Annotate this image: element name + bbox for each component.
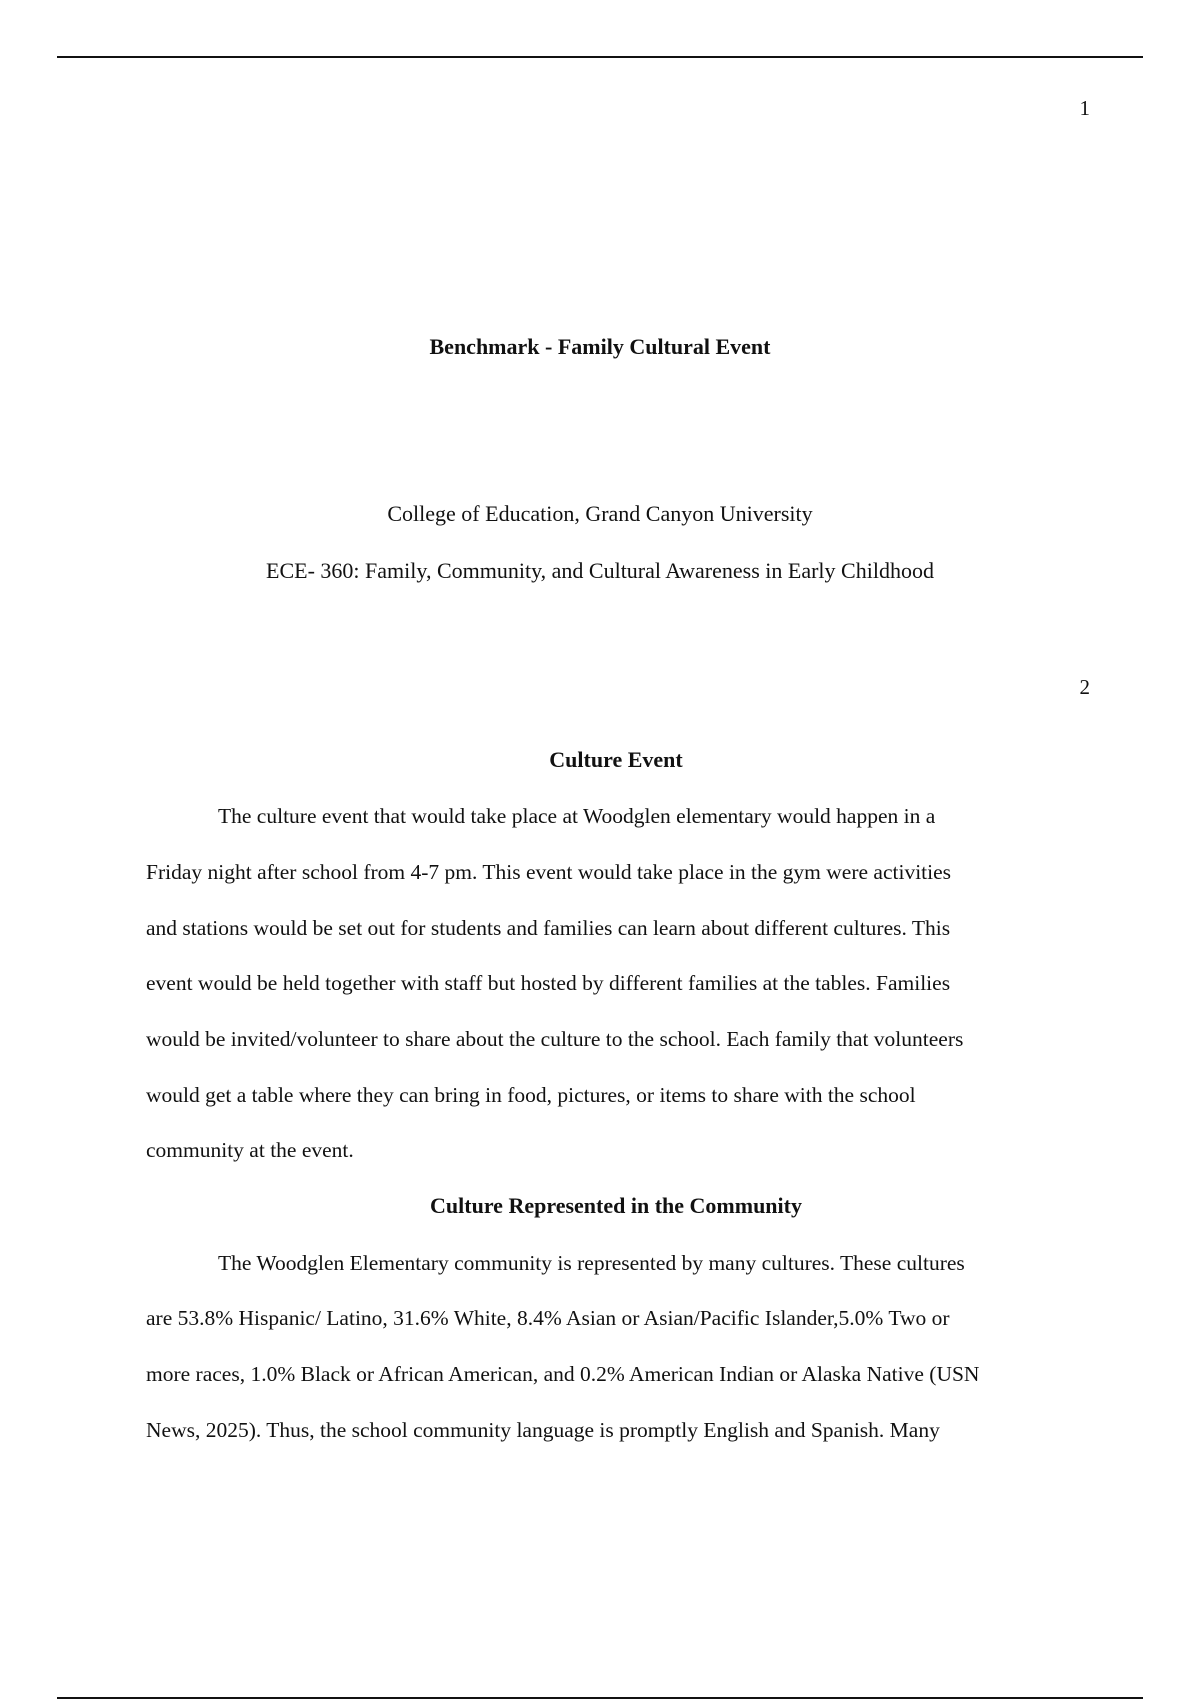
page-number: 1 xyxy=(1079,96,1090,120)
section-heading-culture-event: Culture Event xyxy=(549,747,683,772)
paragraph-line: are 53.8% Hispanic/ Latino, 31.6% White, 8.4% Asian or Asian/Pacific Islander,5.0% Two or xyxy=(146,1306,950,1330)
paragraph-line: Friday night after school from 4-7 pm. This event would take place in the gym were activities xyxy=(146,860,952,884)
paragraph-line: more races, 1.0% Black or African American, and 0.2% American Indian or Alaska Native (USN xyxy=(146,1362,980,1386)
page-bottom-rule xyxy=(57,1697,1143,1699)
paragraph-line: would get a table where they can bring in food, pictures, or items to share with the school xyxy=(146,1083,916,1107)
paragraph-line: News, 2025). Thus, the school community language is promptly English and Spanish. Many xyxy=(146,1418,940,1442)
paragraph-line: The Woodglen Elementary community is represented by many cultures. These cultures xyxy=(218,1251,965,1275)
paragraph-line: would be invited/volunteer to share about the culture to the school. Each family that volunteers xyxy=(146,1027,964,1051)
page-number: 2 xyxy=(1079,675,1090,699)
paragraph-line: event would be held together with staff but hosted by different families at the tables. Families xyxy=(146,971,951,995)
paragraph-line: The culture event that would take place at Woodglen elementary would happen in a xyxy=(218,804,936,828)
section-heading-culture-represented: Culture Represented in the Community xyxy=(430,1193,802,1218)
document-title: Benchmark - Family Cultural Event xyxy=(429,334,771,359)
page-top-rule xyxy=(57,56,1143,58)
paragraph-line: community at the event. xyxy=(146,1138,354,1162)
author-affiliation: College of Education, Grand Canyon University xyxy=(387,501,813,526)
course-name: ECE- 360: Family, Community, and Cultural Awareness in Early Childhood xyxy=(266,558,934,583)
paragraph-line: and stations would be set out for students and families can learn about different cultures. This xyxy=(146,916,951,940)
